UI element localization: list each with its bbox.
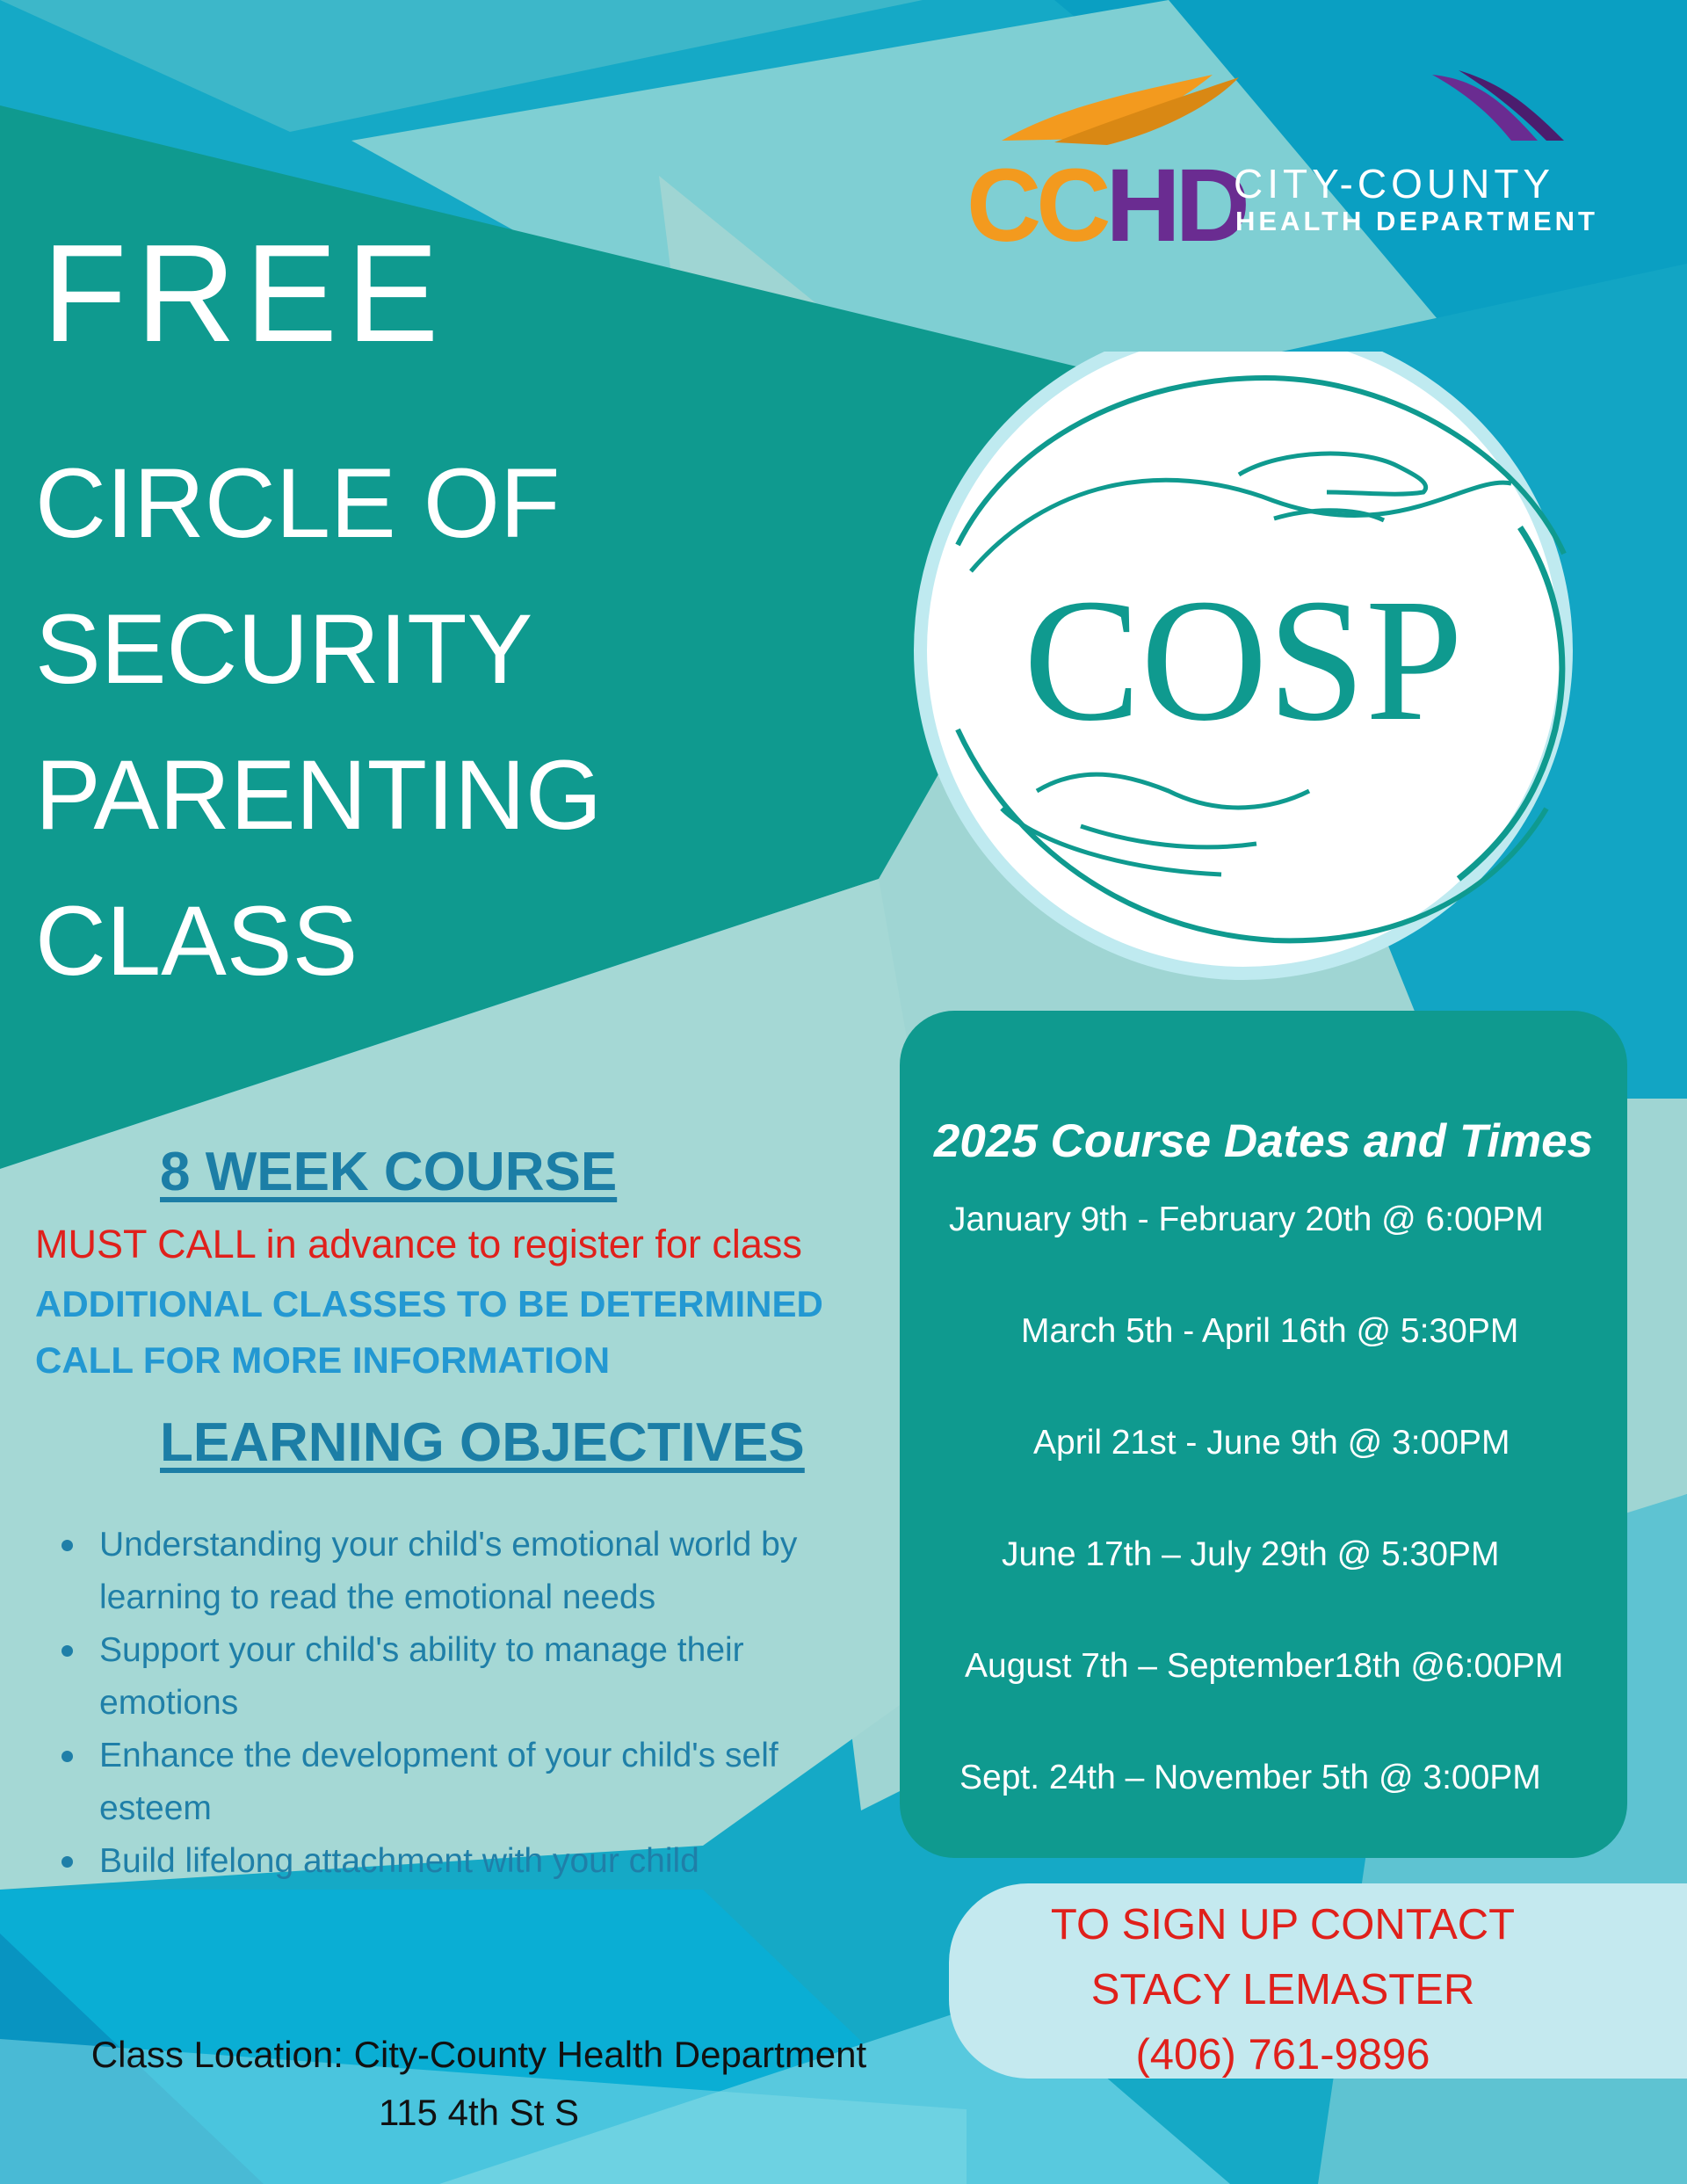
logo-org-line1: CITY-COUNTY [1234,161,1555,207]
class-title [35,431,602,1014]
class-title-line: CIRCLE OF [35,448,561,558]
contact-box [949,1883,1687,2079]
logo-org-line2: HEALTH DEPARTMENT [1235,206,1598,236]
list-item: Support your child's ability to manage their emotions [0,1624,879,1730]
bullet-icon [62,1645,73,1657]
location-address: 115 4th St S [378,2092,580,2133]
list-item: Build lifelong attachment with your child [0,1835,879,1888]
date-row: Sept. 24th – November 5th @ 3:00PM [959,1759,1541,1796]
cosp-text: COSP [1023,563,1464,758]
schedule-heading: 2025 Course Dates and Times [933,1115,1594,1167]
list-item: Understanding your child's emotional world by learning to read the emotional needs [0,1519,879,1624]
location-line: Class Location: City-County Health Department [91,2034,867,2075]
objectives-list [0,1519,879,1888]
bullet-icon [62,1751,73,1762]
date-row: April 21st - June 9th @ 3:00PM [1033,1424,1510,1462]
course-heading: 8 WEEK COURSE [160,1142,618,1202]
date-row: March 5th - April 16th @ 5:30PM [1021,1312,1519,1350]
schedule-panel [900,1011,1627,1858]
class-title-line: SECURITY [35,594,533,704]
cchd-logo [967,70,1599,264]
date-row: June 17th – July 29th @ 5:30PM [1002,1535,1500,1573]
contact-line: TO SIGN UP CONTACT [1050,1901,1516,1948]
class-location [0,2026,958,2142]
class-title-line: PARENTING [35,740,603,850]
contact-name: STACY LEMASTER [1090,1966,1475,2013]
date-row: August 7th – September18th @6:00PM [965,1647,1564,1685]
cosp-emblem [905,352,1582,984]
contact-text [949,1892,1617,2087]
bullet-icon [62,1856,73,1868]
cchd-letters: CCHD [967,148,1245,264]
free-heading: FREE [42,216,448,371]
bullet-icon [62,1540,73,1551]
additional-classes-notice: ADDITIONAL CLASSES TO BE DETERMINED [35,1283,823,1324]
date-row: January 9th - February 20th @ 6:00PM [949,1201,1544,1238]
mountain-icon [984,70,1599,158]
class-title-line: CLASS [35,886,358,996]
contact-phone[interactable]: (406) 761-9896 [1135,2031,1430,2079]
must-call-notice: MUST CALL in advance to register for class [35,1222,802,1266]
list-item: Enhance the development of your child's self esteem [0,1730,879,1835]
objectives-heading: LEARNING OBJECTIVES [160,1412,805,1473]
more-info-notice: CALL FOR MORE INFORMATION [35,1339,611,1381]
